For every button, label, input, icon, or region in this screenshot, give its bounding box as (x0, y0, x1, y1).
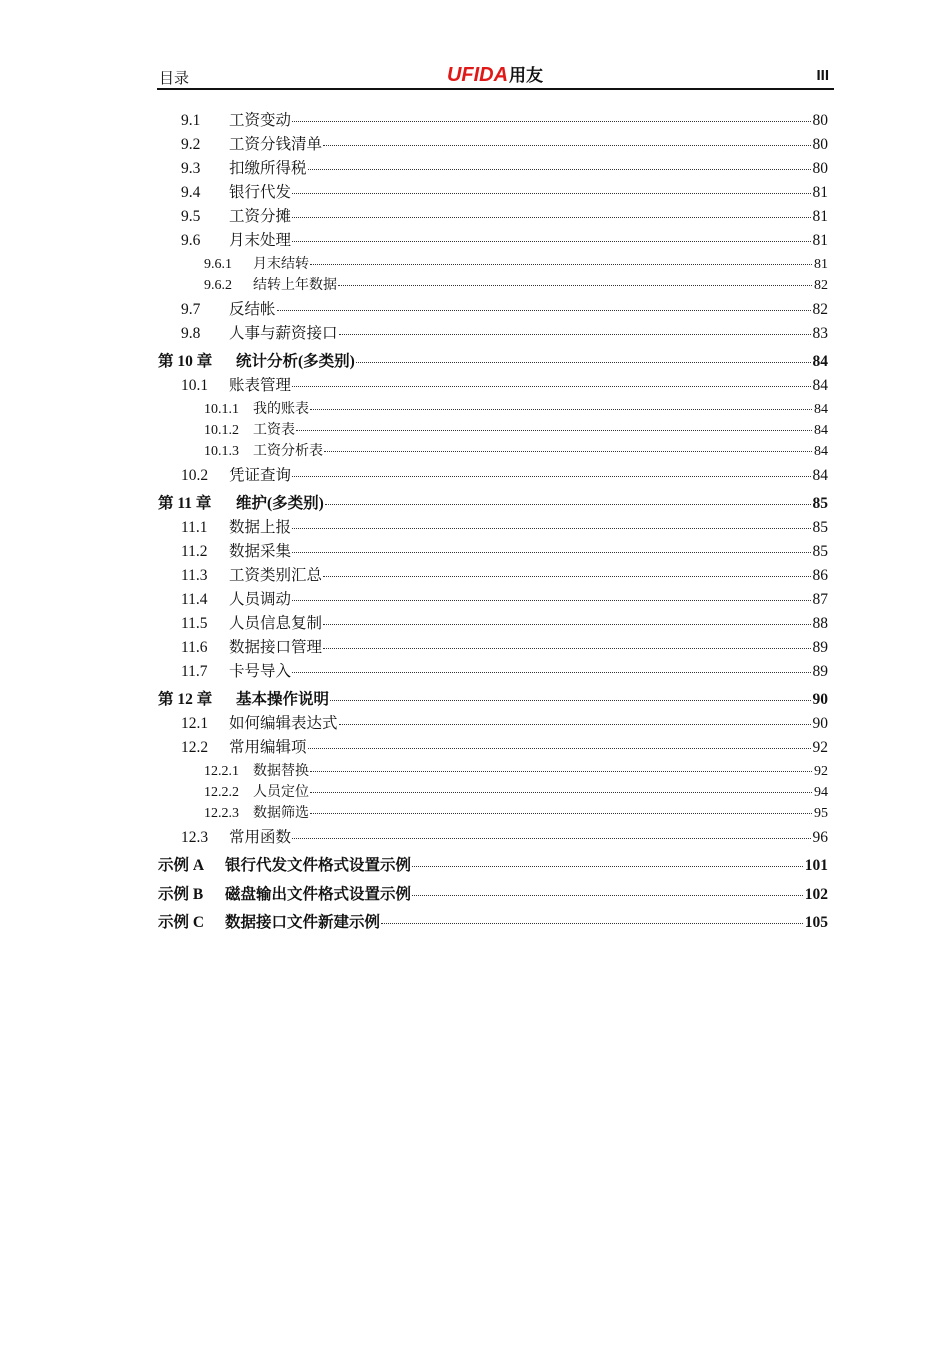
toc-entry-number: 12.1 (181, 715, 209, 732)
toc-entry-number: 9.2 (181, 136, 201, 153)
toc-entry-title: 账表管理 (229, 377, 292, 394)
dot-leader (323, 145, 810, 146)
toc-entry[interactable] (158, 440, 828, 460)
toc-entry-title: 结转上年数据 (253, 278, 337, 293)
toc-entry-number: 11.3 (181, 567, 208, 584)
toc-entry[interactable] (158, 539, 828, 561)
toc-entry-page: 84 (814, 423, 828, 438)
toc-chapter-entry[interactable] (158, 853, 828, 875)
toc-entry[interactable] (158, 373, 828, 395)
toc-entry-title: 维护(多类别) (236, 495, 324, 512)
toc-entry-page: 101 (804, 857, 828, 874)
toc-entry-number: 12.2.2 (204, 785, 239, 800)
toc-entry-title: 人员调动 (229, 591, 292, 608)
toc-entry-page: 82 (814, 278, 828, 293)
toc-entry-title: 月末结转 (253, 257, 309, 272)
toc-entry-page: 95 (814, 806, 828, 821)
toc-entry[interactable] (158, 711, 828, 733)
toc-entry-number: 9.7 (181, 301, 201, 318)
toc-entry-page: 84 (812, 467, 828, 484)
toc-entry-page: 80 (812, 136, 828, 153)
dot-leader (323, 624, 810, 625)
toc-entry-page: 81 (812, 232, 828, 249)
toc-entry-title: 工资表 (253, 423, 295, 438)
toc-entry[interactable] (158, 635, 828, 657)
dot-leader (338, 285, 812, 286)
toc-chapter-entry[interactable] (158, 687, 828, 709)
toc-entry[interactable] (158, 228, 828, 250)
dot-leader (323, 576, 810, 577)
dot-leader (330, 700, 810, 701)
toc-entry[interactable] (158, 563, 828, 585)
toc-entry[interactable] (158, 156, 828, 178)
toc-entry-number: 示例 A (158, 857, 205, 874)
dot-leader (292, 241, 810, 242)
toc-entry-number: 9.3 (181, 160, 201, 177)
dot-leader (292, 217, 810, 218)
dot-leader (310, 771, 812, 772)
toc-entry-page: 86 (812, 567, 828, 584)
toc-entry-page: 85 (812, 495, 828, 512)
toc-entry-page: 89 (812, 639, 828, 656)
toc-entry-title: 如何编辑表达式 (229, 715, 338, 732)
dot-leader (324, 451, 812, 452)
dot-leader (308, 169, 811, 170)
dot-leader (412, 866, 803, 867)
toc-entry-page: 81 (814, 257, 828, 272)
dot-leader (310, 264, 812, 265)
toc-entry-title: 人事与薪资接口 (229, 325, 338, 342)
toc-entry-page: 88 (812, 615, 828, 632)
dot-leader (308, 748, 811, 749)
toc-entry-number: 11.4 (181, 591, 208, 608)
toc-entry[interactable] (158, 274, 828, 294)
toc-entry-number: 11.2 (181, 543, 208, 560)
toc-entry-title: 统计分析(多类别) (236, 353, 355, 370)
toc-entry-number: 9.8 (181, 325, 201, 342)
toc-entry-title: 工资变动 (229, 112, 292, 129)
toc-entry-title: 数据接口管理 (229, 639, 323, 656)
toc-chapter-entry[interactable] (158, 882, 828, 904)
ufida-logo (157, 63, 833, 89)
toc-entry-title: 卡号导入 (229, 663, 292, 680)
toc-entry-page: 90 (812, 715, 828, 732)
dot-leader (292, 193, 810, 194)
toc-entry-number: 10.1.3 (204, 444, 239, 459)
toc-entry-page: 87 (812, 591, 828, 608)
dot-leader (325, 504, 811, 505)
toc-entry-page: 80 (812, 160, 828, 177)
dot-leader (339, 724, 811, 725)
dot-leader (292, 386, 810, 387)
toc-entry-title: 数据筛选 (253, 806, 309, 821)
toc-entry-page: 84 (814, 444, 828, 459)
dot-leader (412, 895, 803, 896)
toc-entry[interactable] (158, 463, 828, 485)
dot-leader (310, 409, 812, 410)
toc-entry-title: 银行代发文件格式设置示例 (225, 857, 412, 874)
toc-entry-number: 示例 B (158, 886, 204, 903)
toc-entry-number: 示例 C (158, 914, 205, 931)
toc-entry-page: 102 (804, 886, 828, 903)
toc-entry-page: 81 (812, 208, 828, 225)
toc-entry[interactable] (158, 204, 828, 226)
toc-entry-title: 数据接口文件新建示例 (225, 914, 381, 931)
dot-leader (292, 672, 810, 673)
toc-entry-page: 84 (812, 353, 828, 370)
header-rule (157, 88, 834, 90)
dot-leader (310, 792, 812, 793)
toc-entry-title: 工资类别汇总 (229, 567, 323, 584)
toc-entry[interactable] (158, 659, 828, 681)
dot-leader (296, 430, 812, 431)
toc-entry-number: 第 10 章 (158, 353, 213, 370)
toc-entry-title: 工资分析表 (253, 444, 323, 459)
toc-entry-page: 85 (812, 519, 828, 536)
toc-entry[interactable] (158, 180, 828, 202)
header-section-title: 目录 (159, 71, 190, 87)
toc-entry-page: 105 (804, 914, 828, 931)
toc-entry[interactable] (158, 253, 828, 273)
toc-entry[interactable] (158, 108, 828, 130)
dot-leader (292, 476, 810, 477)
toc-entry-number: 10.2 (181, 467, 209, 484)
toc-entry-number: 12.2 (181, 739, 209, 756)
toc-entry-page: 80 (812, 112, 828, 129)
toc-entry[interactable] (158, 587, 828, 609)
toc-entry-number: 12.3 (181, 829, 209, 846)
toc-entry-number: 12.2.3 (204, 806, 239, 821)
dot-leader (356, 362, 811, 363)
toc-entry-number: 10.1 (181, 377, 209, 394)
toc-entry[interactable] (158, 735, 828, 757)
toc-entry-page: 82 (812, 301, 828, 318)
toc-entry[interactable] (158, 802, 828, 822)
toc-entry[interactable] (158, 760, 828, 780)
toc-entry[interactable] (158, 321, 828, 343)
toc-entry[interactable] (158, 611, 828, 633)
toc-entry-title: 银行代发 (229, 184, 292, 201)
toc-entry-title: 月末处理 (229, 232, 292, 249)
logo-text-en: UFIDA (446, 64, 509, 86)
toc-entry-number: 11.1 (181, 519, 208, 536)
toc-entry-title: 我的账表 (253, 402, 309, 417)
toc-entry-title: 数据替换 (253, 764, 309, 779)
toc-entry-page: 85 (812, 543, 828, 560)
toc-entry-number: 第 12 章 (158, 691, 213, 708)
toc-entry-page: 84 (812, 377, 828, 394)
toc-entry-page: 92 (812, 739, 828, 756)
toc-entry-page: 83 (812, 325, 828, 342)
toc-entry-title: 常用函数 (229, 829, 292, 846)
toc-entry[interactable] (158, 419, 828, 439)
toc-entry-number: 9.5 (181, 208, 201, 225)
toc-entry-title: 人员定位 (253, 785, 309, 800)
toc-entry-number: 9.4 (181, 184, 201, 201)
toc-entry[interactable] (158, 398, 828, 418)
page-number: III (816, 67, 829, 84)
toc-entry-title: 工资分摊 (229, 208, 292, 225)
toc-chapter-entry[interactable] (158, 910, 828, 932)
dot-leader (381, 923, 803, 924)
toc-entry-number: 第 11 章 (158, 495, 212, 512)
toc-entry-number: 10.1.1 (204, 402, 239, 417)
toc-entry-page: 84 (814, 402, 828, 417)
dot-leader (292, 600, 810, 601)
toc-chapter-entry[interactable] (158, 349, 828, 371)
dot-leader (339, 334, 811, 335)
toc-entry-title: 人员信息复制 (229, 615, 323, 632)
dot-leader (277, 310, 811, 311)
toc-entry[interactable] (158, 825, 828, 847)
toc-chapter-entry[interactable] (158, 491, 828, 513)
toc-entry-title: 数据采集 (229, 543, 292, 560)
dot-leader (292, 528, 810, 529)
toc-entry-page: 94 (814, 785, 828, 800)
toc-entry-title: 数据上报 (229, 519, 292, 536)
toc-entry-page: 81 (812, 184, 828, 201)
toc-entry-title: 凭证查询 (229, 467, 292, 484)
toc-entry-number: 11.6 (181, 639, 208, 656)
toc-entry-number: 10.1.2 (204, 423, 239, 438)
toc-entry-title: 常用编辑项 (229, 739, 307, 756)
toc-entry[interactable] (158, 515, 828, 537)
toc-entry-number: 9.6 (181, 232, 201, 249)
dot-leader (292, 552, 810, 553)
toc-entry[interactable] (158, 132, 828, 154)
toc-entry-number: 9.6.1 (204, 257, 232, 272)
toc-entry-number: 12.2.1 (204, 764, 239, 779)
dot-leader (323, 648, 810, 649)
toc-entry-title: 扣缴所得税 (229, 160, 307, 177)
toc-entry-number: 11.7 (181, 663, 208, 680)
toc-entry-page: 89 (812, 663, 828, 680)
toc-entry-page: 92 (814, 764, 828, 779)
toc-entry[interactable] (158, 297, 828, 319)
toc-entry[interactable] (158, 781, 828, 801)
dot-leader (310, 813, 812, 814)
toc-entry-title: 磁盘输出文件格式设置示例 (225, 886, 412, 903)
dot-leader (292, 838, 810, 839)
toc-entry-number: 11.5 (181, 615, 208, 632)
toc-entry-number: 9.1 (181, 112, 201, 129)
toc-entry-number: 9.6.2 (204, 278, 232, 293)
toc-entry-title: 工资分钱清单 (229, 136, 323, 153)
toc-entry-title: 基本操作说明 (236, 691, 330, 708)
toc-entry-page: 96 (812, 829, 828, 846)
toc-entry-title: 反结帐 (229, 301, 276, 318)
logo-text-cn: 用友 (509, 66, 544, 85)
page-header (157, 62, 833, 88)
toc-entry-page: 90 (812, 691, 828, 708)
dot-leader (292, 121, 810, 122)
